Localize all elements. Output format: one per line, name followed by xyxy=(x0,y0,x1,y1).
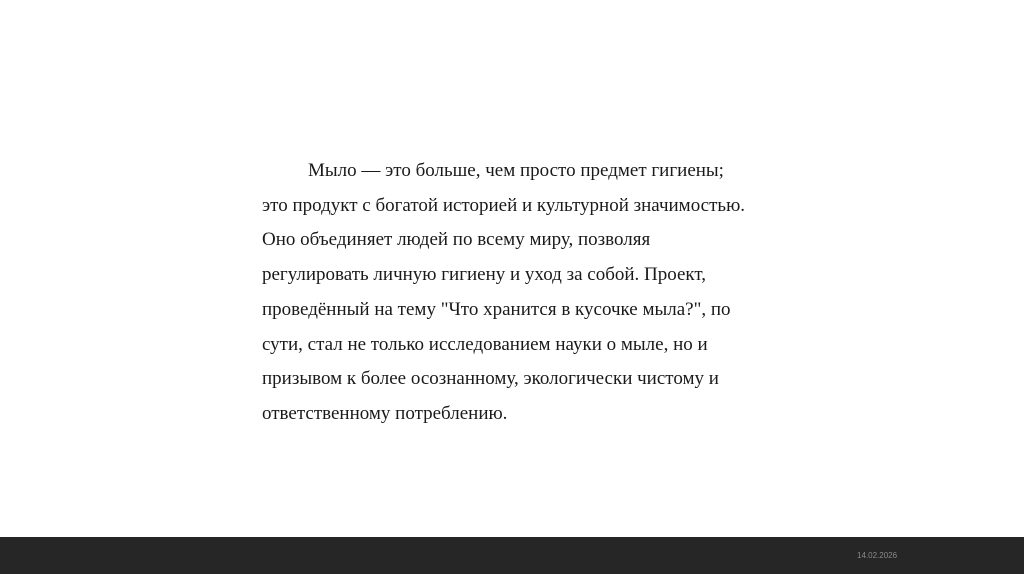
paragraph-line: это продукт с богатой историей и культурной значимостью. xyxy=(262,194,746,216)
paragraph-line: проведённый на тему "Что хранится в кусочке мыла?", по xyxy=(262,298,731,320)
paragraph-line: сути, стал не только исследованием науки о мыле, но и xyxy=(262,333,708,355)
footer-bar xyxy=(0,537,1024,574)
slide-paragraph xyxy=(262,154,762,432)
paragraph-line: Оно объединяет людей по всему миру, позволяя xyxy=(262,229,651,251)
paragraph-line: ответственному потреблению. xyxy=(262,402,508,424)
paragraph-line: призывом к более осознанному, экологически чистому и xyxy=(262,368,719,390)
paragraph-line: регулировать личную гигиену и уход за собой. Проект, xyxy=(262,264,707,286)
footer-date: 14.02.2026 xyxy=(857,551,898,560)
paragraph-line: Мыло — это больше, чем просто предмет гигиены; xyxy=(308,160,724,181)
